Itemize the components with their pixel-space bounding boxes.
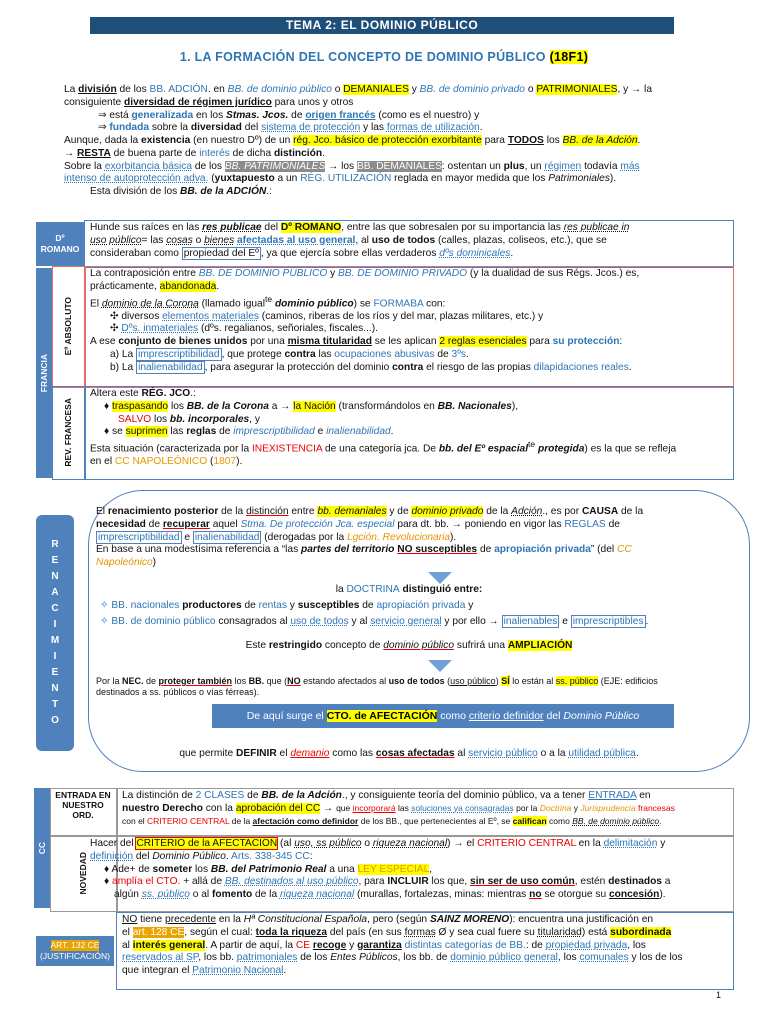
entrada-text: La distinción de 2 CLASES de BB. de la Adción., y consiguiente teoría del dominio público, va a tener ENTRADA en nuestro Derecho con la aprobación del CC → que incorporará las soluciones ya consagradas por la Doctrina y Jurisprudencia francesas con el CRITERIO CENTRAL de la afectación como definidor de los BB., que pertenecientes al Eº, se califican como BB. de dominio público.	[122, 790, 675, 826]
romano-label: Dº ROMANO	[36, 222, 84, 266]
entrada-label: ENTRADA EN NUESTRO ORD.	[55, 790, 111, 821]
renacimiento-text: El renacimiento posterior de la distinción entre bb. demaniales y de dominio privado de la Adción., es por CAUSA de la necesidad de recuperar aquel Stma. De protección Jca. especial para dt. bb. → poniendo en vigor las REGLAS de imprescriptibilidad e inalienabilidad (derogadas por la Lgción. Revolucionaria). En base a una modestísima referencia a “las partes del territorio NO susceptibles de apropiación privada” (del CC Napoleónico)	[96, 506, 644, 568]
renacimiento-letter: M	[50, 635, 60, 646]
rev-label: REV. FRANCESA	[62, 397, 73, 467]
intro-line: → RESTA de buena parte de interés de dicha distinción.	[64, 147, 325, 159]
intro-line: Sobre la exorbitancia básica de los BB. PATRIMONIALES → los BB. DEMANIALES: ostentan un plus, un régimen todavía más	[64, 160, 640, 172]
novedad-label: NOVEDAD	[77, 851, 88, 895]
page-number: 1	[716, 990, 722, 1000]
necesidad-text: Por la NEC. de proteger también los BB. que (NO estando afectados al uso de todos (uso público) SÍ lo están al ss. público (EJE: edificios destinados a ss. públicos o vías férreas).	[96, 676, 658, 698]
intro-line: Esta división de los BB. de la ADCIÓN.:	[90, 186, 272, 197]
renacimiento-letter: I	[53, 651, 57, 662]
absoluto-text: La contraposición entre BB. DE DOMINIO PÚBLICO y BB. DE DOMINIO PRIVADO (y la dualidad de sus Régs. Jcos.) es, prácticamente, abandonada. El dominio de la Corona (llamado igual$^{te}$ dominio público) se FORMABA con: ✣ diversos elementos materiales (caminos, riberas de los ríos y del mar, plazas militares, etc.) y ✣ Dºs. inmateriales (dºs. regalianos, señoriales, fiscales...). A ese conjunto de bienes unidos por una misma titularidad se les aplican 2 reglas esenciales para su protección: a) La imprescriptibilidad , que protege contra las ocupaciones abusivas de 3ºs. b) La inalienabilidad , para asegurar la protección del dominio contra el riesgo de las propias dilapidaciones reales.	[90, 268, 640, 373]
section-tag: (18F1)	[549, 50, 589, 64]
section-title: 1. LA FORMACIÓN DEL CONCEPTO DE DOMINIO PÚBLICO (18F1)	[179, 50, 589, 64]
arrow-down-icon	[428, 660, 452, 672]
doctrina-list: ✧ BB. nacionales productores de rentas y susceptibles de apropiación privada y ✧ BB. de dominio público consagrados al uso de todos y al servicio general y por ello → inalienables e imprescriptibles .	[100, 600, 649, 627]
tema-title: TEMA 2: EL DOMINIO PÚBLICO	[285, 18, 479, 32]
intro-block	[64, 84, 724, 199]
cc-label: CC	[34, 788, 50, 908]
abs-label: Eº ABSOLUTO	[62, 296, 73, 356]
intro-line: intenso de autoprotección adva. (yuxtapuesto a un RÉG. UTILIZACIÓN reglada en mayor medida que los Patrimoniales).	[64, 173, 617, 185]
renacimiento-letter: N	[51, 683, 59, 694]
renacimiento-letter: C	[51, 603, 59, 614]
intro-line: consiguiente diversidad de régimen jurídico para unos y otros	[64, 96, 354, 108]
tema-banner	[90, 17, 674, 34]
renacimiento-letter: T	[51, 699, 59, 710]
arrow-down-icon	[428, 572, 452, 584]
ampliacion-line: Este restringido concepto de dominio público sufrirá una AMPLIACIÓN	[245, 640, 573, 651]
renacimiento-letter: E	[51, 555, 59, 566]
intro-line: Aunque, dada la existencia (en nuestro Dº) de un rég. Jco. básico de protección exorbitante para TODOS los BB. de la Adción.	[64, 135, 641, 146]
art132-text: NO tiene precedente en la Hª Constitucional Española, pero (según SAINZ MORENO): encuentra una justificación en el art. 128 CE, según el cual: toda la riqueza del país (en sus formas Ø y sea cual fuere su titularidad) está subordinada al interés general. A partir de aquí, la CE recoge y garantiza distintas categorías de BB.: de propiedad privada, los reservados al SP, los bb. patrimoniales de los Entes Públicos, los bb. de dominio público general, los comunales y los de los que integran el Patrimonio Nacional.	[122, 914, 683, 976]
renacimiento-letter: O	[51, 715, 59, 726]
renacimiento-letter: A	[51, 587, 59, 598]
romano-text: Hunde sus raíces en las res publicae del Dº ROMANO, entre las que sobresalen por su importancia las res publicae in uso público= las cosas o bienes afectadas al uso general, al uso de todos (calles, plazas, coliseos, etc.), que se consideraban como propiedad del Eº , ya que ejercía sobre ellas verdaderos dºs dominicales.	[90, 222, 630, 259]
renacimiento-letter: E	[51, 667, 59, 678]
francia-label: FRANCIA	[36, 268, 52, 478]
novedad-text: Hacer del CRITERIO de la AFECTACIÓN (al uso, ss público o riqueza nacional) → el CRITERIO CENTRAL en la delimitación y definición del Dominio Público. Arts. 338-345 CC: ♦ Ade+ de someter los BB. del Patrimonio Real a una LEY ESPECIAL, ♦ amplía el CTO. + allá de BB. destinados al uso público, para INCLUIR los que, sin ser de uso común, estén destinados a algún ss. público o al fomento de la riqueza nacional (murallas, fortalezas, minas: mientras no se otorgue su concesión).	[90, 838, 671, 900]
art132-label: ART. 132 CE (JUSTIFICACIÓN)	[36, 936, 114, 966]
intro-line: La división de los BB. ADCIÓN. en BB. de dominio público o DEMANIALES y BB. de dominio privado o PATRIMONIALES, y → la	[64, 84, 652, 95]
doctrina-line: la DOCTRINA distinguió entre:	[335, 584, 483, 595]
definir-line: que permite DEFINIR el demanio como las cosas afectadas al servicio público o a la utilidad pública.	[179, 748, 639, 759]
intro-bullet: ⇒ fundada sobre la diversidad del sistema de protección y las formas de utilización.	[98, 122, 483, 134]
renacimiento-letter: I	[53, 619, 57, 630]
renacimiento-label	[36, 515, 74, 751]
afectacion-band: De aquí surge el CTO. de AFECTACIÓN como criterio definidor del Dominio Público	[212, 704, 674, 728]
intro-bullet: ⇒ está generalizada en los Stmas. Jcos. de origen francés (como es el nuestro) y	[98, 109, 480, 121]
renacimiento-letter: R	[51, 539, 59, 550]
renacimiento-letter: N	[51, 571, 59, 582]
revolucion-text: Altera este RÉG. JCO.: ♦ traspasando los BB. de la Corona a → la Nación (transformándolos en BB. Nacionales), SALVO los bb. incorporales, y ♦ se suprimen las reglas de imprescriptibilidad e inalienabilidad. Esta situación (caracterizada por la INEXISTENCIA de una categoría jca. De bb. del Eº espacial$^{te}$ protegida) es la que se refleja en el CC NAPOLEÓNICO (1807).	[90, 388, 677, 468]
